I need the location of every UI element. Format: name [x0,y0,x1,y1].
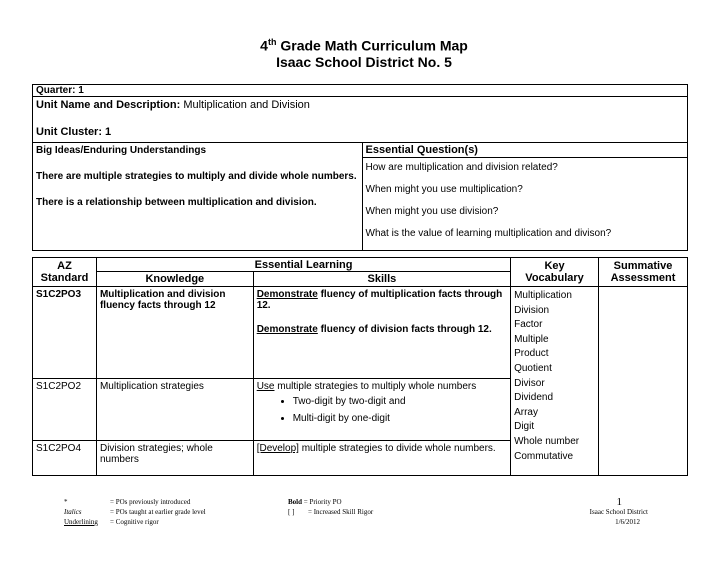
legend-desc: = Cognitive rigor [110,518,159,526]
vocab-item: Array [514,406,538,418]
essential-questions-heading: Essential Question(s) [363,143,688,158]
table-row [33,287,688,379]
big-ideas-cell [33,143,363,251]
unit-value: Multiplication and Division [183,99,310,111]
skills-cell [253,441,510,476]
essential-question-3: When might you use division? [365,206,499,217]
vocab-item: Commutative [514,450,573,462]
page-number: 1 [616,496,622,508]
vocab-item: Whole number [514,435,580,447]
skill-item [257,289,507,311]
summative-assessment-header: Summative Assessment [599,258,688,287]
standard-cell: S1C2PO3 [33,287,97,379]
skill-verb: Demonstrate [256,289,318,300]
quarter-label: Quarter: 1 [33,85,688,97]
skill-bullets [257,396,507,424]
vocab-item: Divisor [514,377,545,389]
title-text: Grade Math Curriculum Map [276,37,468,54]
grade-suffix: th [267,37,277,47]
skill-bullet: • Two-digit by two-digit and [293,396,507,407]
skill-text: multiple strategies to multiply whole numbers [274,381,477,392]
essential-question-2: When might you use multiplication? [365,184,523,195]
unit-label: Unit Name and Description: [36,99,181,111]
priority-legend [288,497,373,507]
bracket-key: [ ] [288,508,295,516]
knowledge-cell: Division strategies; whole numbers [96,441,253,476]
vocab-item: Digit [514,421,535,433]
vocab-item: Product [514,348,549,360]
legend-desc: = POs taught at earlier grade level [110,508,206,516]
unit-cell [33,97,688,143]
knowledge-header: Knowledge [96,272,253,287]
essential-learning-header: Essential Learning [96,258,510,272]
footer-district: Isaac School District [589,508,648,516]
skill-bullet: • Multi-digit by one-digit [293,413,507,424]
summative-cell [599,287,688,476]
essential-questions-cell [362,143,688,251]
big-ideas-heading: Big Ideas/Enduring Understandings [36,145,207,156]
big-idea-2: There is a relationship between multiplication and division. [36,197,317,208]
bold-desc: = Priority PO [302,498,342,506]
legend-desc: = POs previously introduced [110,498,191,506]
knowledge-cell: Multiplication strategies [96,379,253,441]
footer-date: 1/6/2012 [615,518,640,526]
legend-key: Underlining [64,518,98,526]
skill-text: multiple strategies to divide whole numbers. [298,443,496,454]
big-idea-1: There are multiple strategies to multiply and divide whole numbers. [36,171,357,182]
bold-key: Bold [288,498,303,506]
skill-item [257,381,507,392]
skill-verb: Demonstrate [256,324,318,335]
grade-number: 4 [260,37,268,54]
vocab-item: Quotient [514,362,552,374]
key-vocabulary-header: Key Vocabulary [511,258,599,287]
vocab-item: Multiple [514,333,549,345]
unit-name [36,99,684,111]
footer-priority [288,497,373,517]
essential-question-4: What is the value of learning multiplication and divison? [365,228,612,239]
legend-key: * [64,498,68,506]
skills-header: Skills [253,272,510,287]
legend-key: Italics [64,508,82,516]
vocab-item: Division [514,304,550,316]
vocab-item: Dividend [514,392,554,404]
standard-cell: S1C2PO2 [33,379,97,441]
az-standard-header: AZ Standard [33,258,97,287]
curriculum-table [32,257,688,476]
bracket-desc: = Increased Skill Rigor [308,508,374,516]
district-title: Isaac School District No. 5 [276,54,452,70]
standard-cell: S1C2PO4 [33,441,97,476]
legend-row [64,497,206,507]
rigor-legend [288,507,373,517]
vocab-item: Factor [514,319,543,331]
knowledge-cell: Multiplication and division fluency facts through 12 [96,287,253,379]
skill-verb: Use [256,381,275,392]
skills-cell [253,379,510,441]
essential-question-1: How are multiplication and division related? [365,162,558,173]
skills-cell [253,287,510,379]
legend-row [64,507,206,517]
unit-info-table [32,84,688,251]
skill-item [257,324,507,335]
skill-text: fluency of division facts through 12. [317,324,492,335]
skill-verb: [Develop] [256,443,299,454]
page-title [0,37,728,54]
unit-cluster: Unit Cluster: 1 [36,126,112,138]
footer-right [548,497,648,527]
skill-text: fluency of multiplication facts through 12. [256,289,503,311]
footer-legend [64,497,206,527]
vocab-item: Multiplication [514,290,572,301]
vocabulary-cell [511,287,599,476]
legend-row [64,517,206,527]
